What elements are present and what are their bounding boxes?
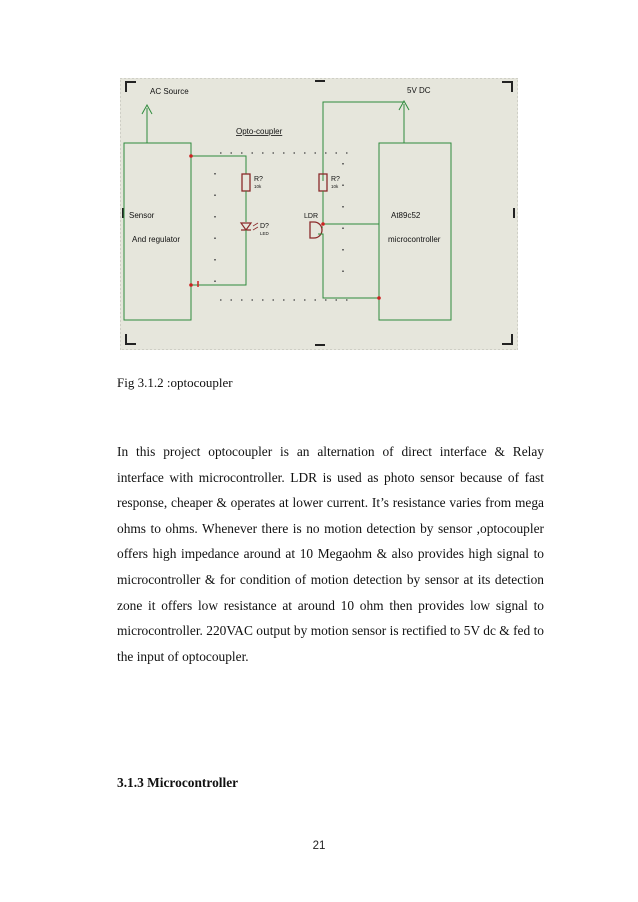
- led-value: LED: [260, 231, 269, 236]
- body-paragraph: [117, 439, 544, 669]
- and-regulator-label: And regulator: [132, 235, 181, 244]
- resistor-right-value: 10k: [331, 184, 339, 189]
- sensor-label: Sensor: [129, 211, 155, 220]
- junction-right-bottom: [377, 296, 381, 300]
- opto-coupler-label: Opto-coupler: [236, 127, 283, 136]
- junction-right: [321, 222, 325, 226]
- mcu-name-label: At89c52: [391, 211, 421, 220]
- optocoupler-circuit-diagram: [120, 78, 518, 350]
- page-number: 21: [312, 840, 326, 852]
- led-label: D?: [260, 223, 269, 230]
- junction-left-bottom: [189, 283, 193, 287]
- mcu-label: microcontroller: [388, 235, 441, 244]
- diagram-background: [120, 78, 518, 350]
- section-heading: 3.1.3 Microcontroller: [117, 775, 239, 790]
- resistor-left-value: 10k: [254, 184, 262, 189]
- dc-5v-label: 5V DC: [407, 86, 431, 95]
- figure-caption: Fig 3.1.2 :optocoupler: [117, 375, 233, 390]
- resistor-right-label: R?: [331, 176, 340, 183]
- ac-source-label: AC Source: [150, 87, 189, 96]
- paragraph-text: In this project optocoupler is an alternation of direct interface & Relay interface with microcontroller. LDR is used as photo sensor because of fast response, cheaper & operates at lower current. It’s resistance varies from mega ohms to ohms. Whenever there is no motion detection by sensor ,optocoupler offers high impedance around at 10 Megaohm & also provides high signal to microcontroller & for condition of motion detection by sensor at its detection zone it offers low resistance at around 10 ohm then provides low signal to microcontroller. 220VAC output by motion sensor is rectified to 5V dc & fed to the input of optocoupler.: [117, 444, 544, 664]
- ldr-label: LDR: [304, 213, 319, 220]
- resistor-left-label: R?: [254, 176, 263, 183]
- junction-left-top: [189, 154, 193, 158]
